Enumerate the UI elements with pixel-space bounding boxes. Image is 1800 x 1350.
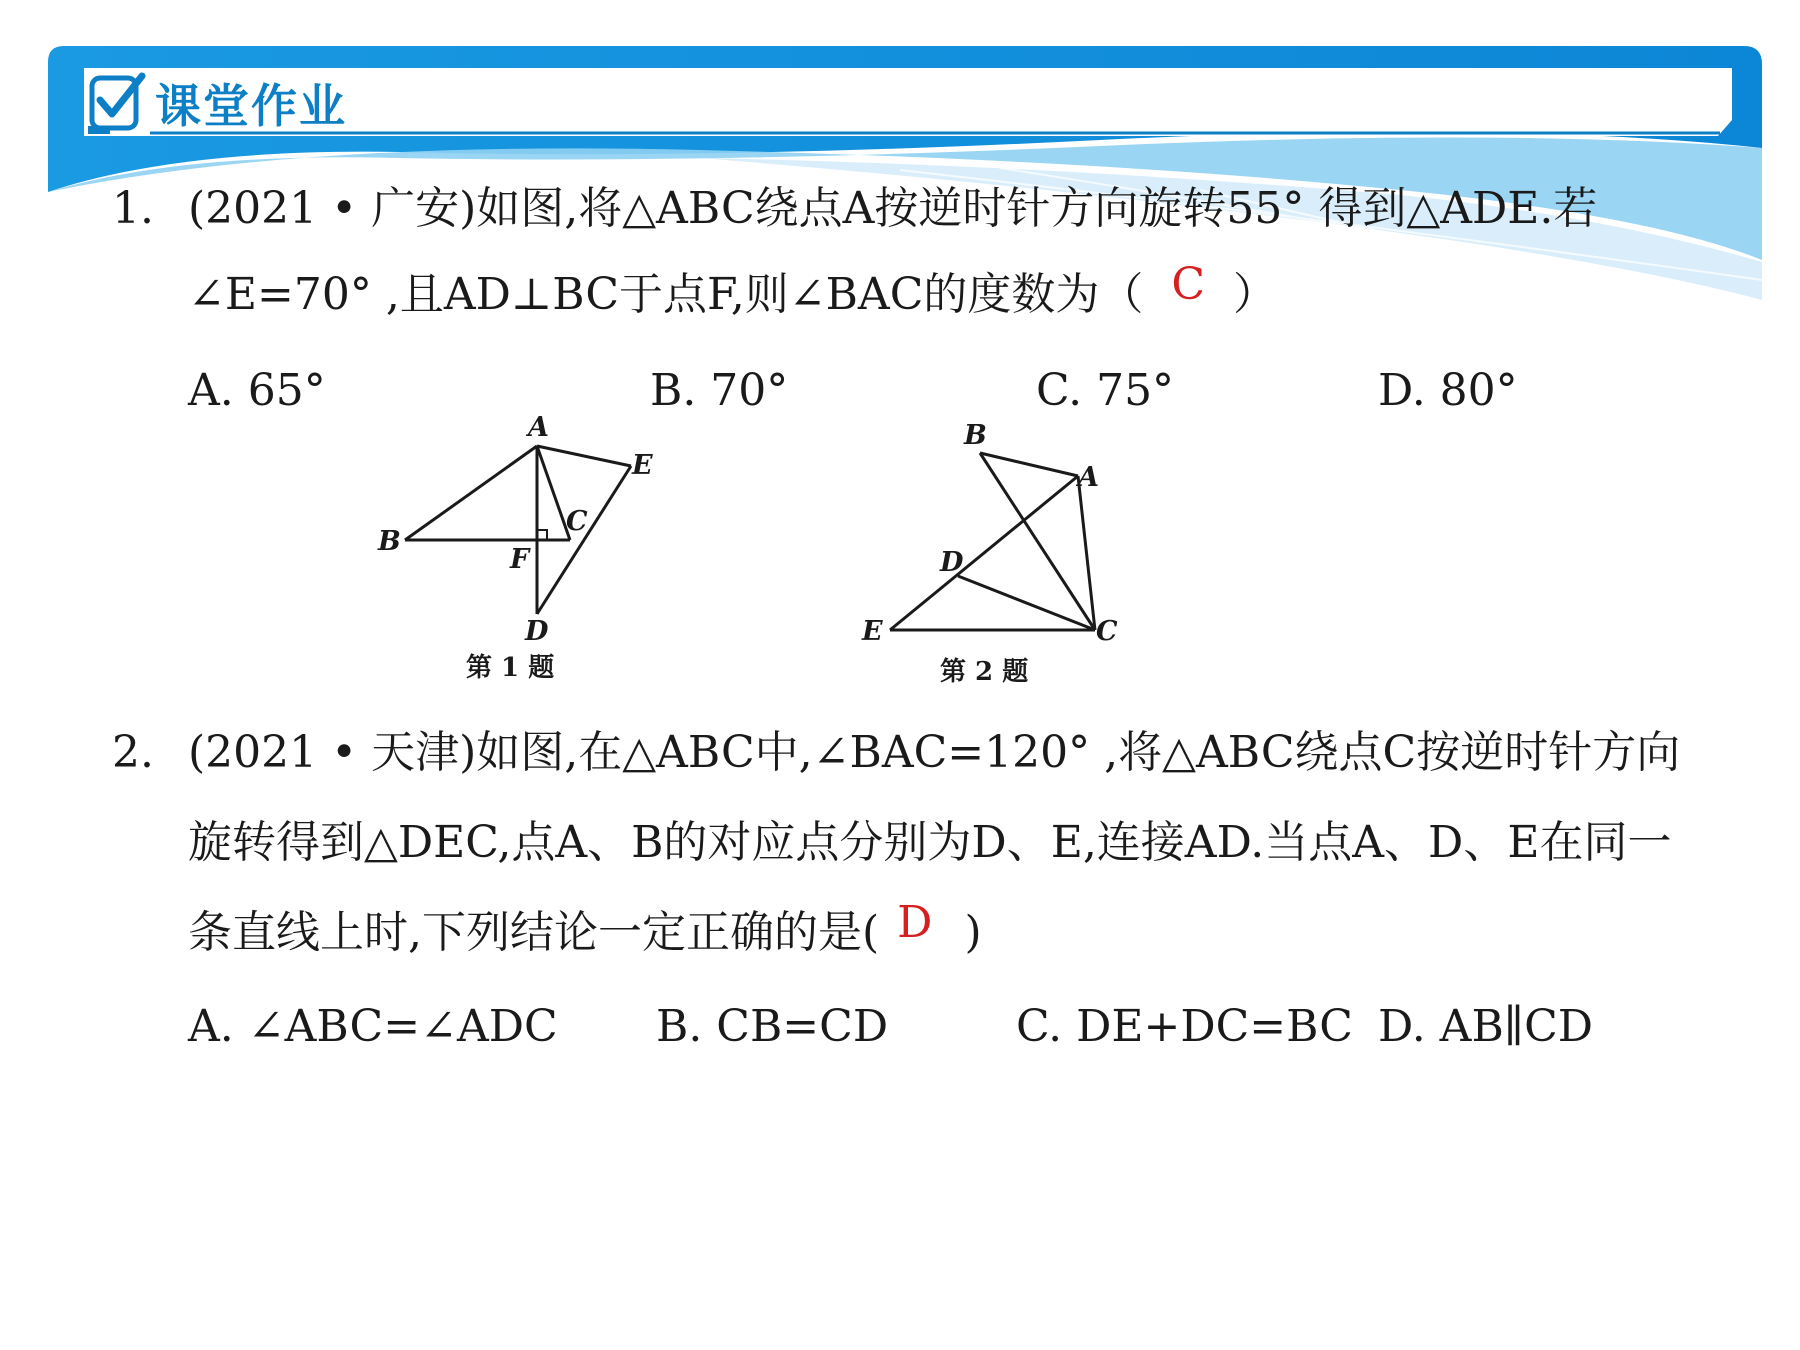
q2-label-D: D	[940, 547, 964, 578]
q2-line3-close: )	[964, 907, 982, 958]
seg-EA	[890, 476, 1078, 630]
q2-label-B: B	[964, 420, 987, 451]
check-box-icon	[86, 70, 148, 140]
q1-option-a: A. 65°	[188, 365, 326, 416]
seg-DC	[958, 576, 1095, 630]
section-title: 课堂作业	[155, 79, 347, 133]
q1-number: 1.	[112, 183, 154, 234]
q1-label-D: D	[525, 616, 549, 647]
q2-line2: 旋转得到△DEC,点A、B的对应点分别为D、E,连接AD.当点A、D、E在同一	[188, 817, 1672, 868]
seg-AB	[405, 446, 537, 540]
q1-line2	[188, 259, 1278, 322]
q1-option-c: C. 75°	[1036, 365, 1175, 416]
q2-line1: (2021 • 天津)如图,在△ABC中,∠BAC=120° ,将△ABC绕点C按逆时针方向	[188, 727, 1681, 778]
q1-answer: C	[1171, 259, 1206, 310]
q1-line2-text: ∠E=70° ,且AD⊥BC于点F,则∠BAC的度数为（	[188, 269, 1144, 320]
q2-option-d: D. AB∥CD	[1378, 1001, 1594, 1052]
q1-line2-close: ）	[1233, 269, 1278, 320]
q2-line3	[188, 897, 982, 960]
q1-figure	[370, 408, 670, 688]
seg-BA	[980, 453, 1078, 476]
q2-answer: D	[897, 897, 933, 948]
seg-AE	[537, 446, 631, 466]
q2-figure-caption: 第 2 题	[940, 657, 1029, 687]
q2-option-c: C. DE+DC=BC	[1016, 1001, 1353, 1052]
q1-figure-caption: 第 1 题	[466, 653, 555, 683]
q1-label-E: E	[632, 450, 653, 481]
q2-label-A: A	[1078, 462, 1099, 493]
q1-label-A: A	[528, 412, 549, 443]
q2-label-E: E	[862, 616, 883, 647]
q2-label-C: C	[1096, 616, 1118, 647]
q1-label-B: B	[378, 526, 401, 557]
q1-option-b: B. 70°	[650, 365, 789, 416]
q2-option-b: B. CB=CD	[656, 1001, 889, 1052]
q1-label-C: C	[566, 506, 588, 537]
q1-label-F: F	[510, 544, 530, 575]
q2-figure	[850, 408, 1160, 698]
q2-line3-text: 条直线上时,下列结论一定正确的是(	[188, 907, 880, 958]
q1-line1: (2021 • 广安)如图,将△ABC绕点A按逆时针方向旋转55° 得到△ADE.若	[188, 183, 1598, 234]
q2-option-a: A. ∠ABC=∠ADC	[188, 1001, 558, 1052]
q2-number: 2.	[112, 727, 154, 778]
q1-option-d: D. 80°	[1378, 365, 1518, 416]
